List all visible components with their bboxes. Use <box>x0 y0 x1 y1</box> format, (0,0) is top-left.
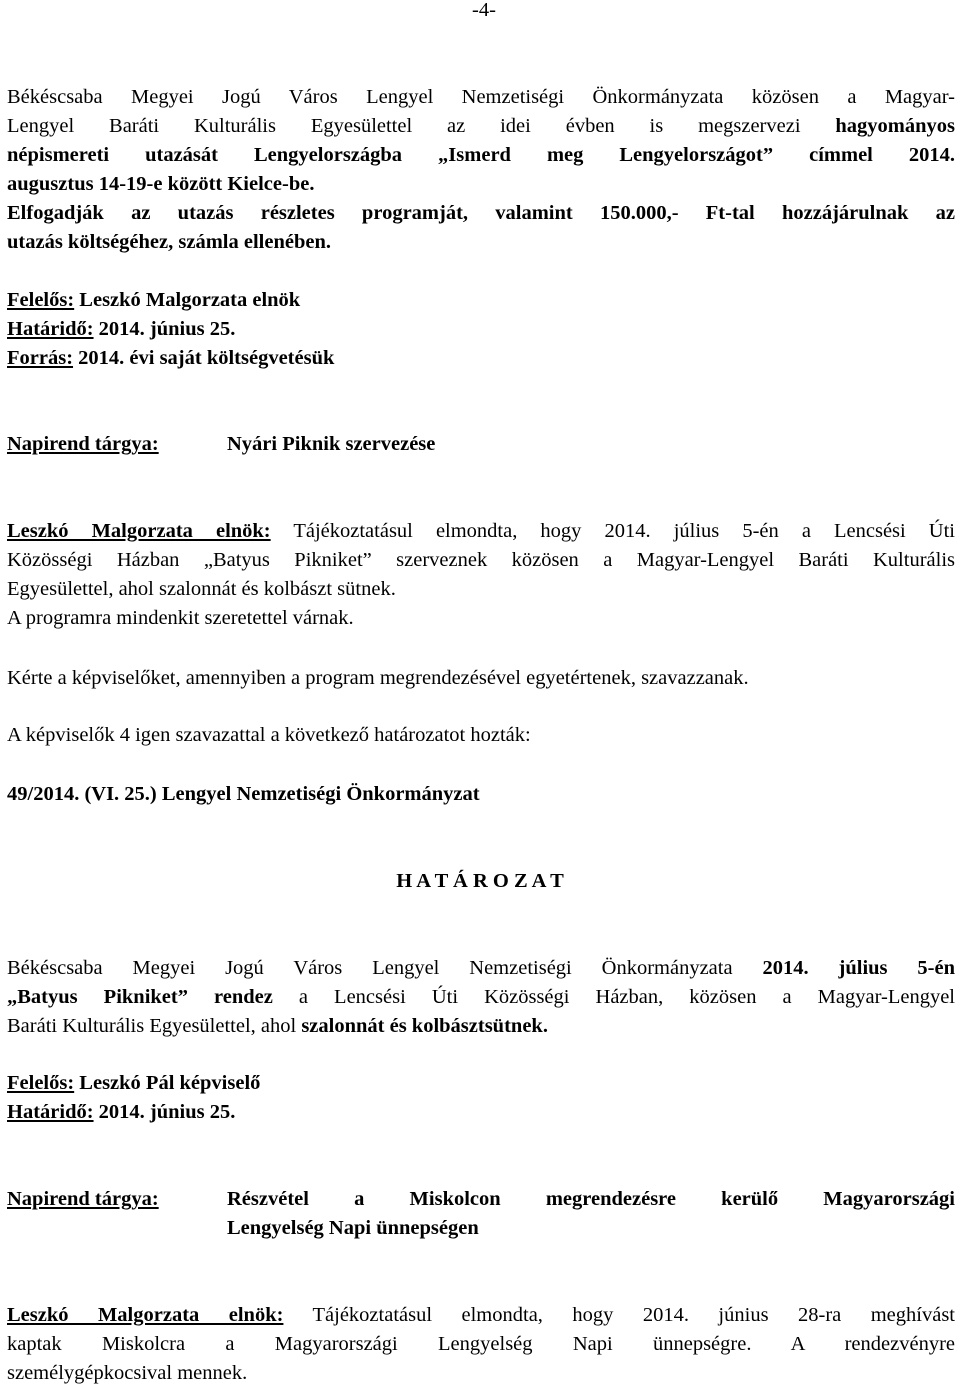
trip-line-5: Elfogadják az utazás részletes programját, valamint 150.000,- Ft-tal hozzájárulnak az <box>7 202 955 224</box>
picnic-line-2: Közösségi Házban „Batyus Pikniket” szerveznek közösen a Magyar-Lengyel Baráti Kulturális <box>7 549 955 571</box>
agenda-title: Részvétel a Miskolcon megrendezésre kerülő Magyarországi Lengyelség Napi ünnepségen <box>227 1188 955 1239</box>
picnic-line-4: A programra mindenkit szeretettel várnak. <box>7 607 354 629</box>
source-line: Forrás: 2014. évi saját költségvetésük <box>7 347 335 369</box>
agenda-title: Nyári Piknik szervezése <box>227 433 436 455</box>
miskolc-line-1: Leszkó Malgorzata elnök: Tájékoztatásul elmondta, hogy 2014. június 28-ra meghívást <box>7 1304 955 1326</box>
resolution-line-1: Békéscsaba Megyei Jogú Város Lengyel Nemzetiségi Önkormányzata 2014. július 5-én <box>7 957 956 979</box>
picnic-paragraph <box>7 517 955 633</box>
agenda-item-1 <box>7 430 955 459</box>
vote-result: A képviselők 4 igen szavazattal a következő határozatot hozták: <box>7 724 531 746</box>
trip-line-1: Békéscsaba Megyei Jogú Város Lengyel Nemzetiségi Önkormányzata közösen a Magyar- <box>7 86 955 108</box>
agenda-label: Napirend tárgya: <box>7 433 159 455</box>
trip-line-2: Lengyel Baráti Kulturális Egyesülettel az idei évben is megszervezi hagyományos <box>7 115 955 137</box>
trip-paragraph <box>7 83 955 257</box>
picnic-line-1: Leszkó Malgorzata elnök: Tájékoztatásul elmondta, hogy 2014. július 5-én a Lencsési Úti <box>7 520 955 542</box>
trip-line-3: népismereti utazását Lengyelországba „Ismerd meg Lengyelországot” címmel 2014. <box>7 144 955 166</box>
miskolc-line-2: kaptak Miskolcra a Magyarországi Lengyelség Napi ünnepségre. A rendezvényre <box>7 1333 955 1355</box>
vote-request: Kérte a képviselőket, amennyiben a program megrendezésével egyetértenek, szavazzanak. <box>7 667 749 689</box>
responsible-line: Felelős: Leszkó Pál képviselő <box>7 1072 261 1094</box>
agenda-label: Napirend tárgya: <box>7 1188 159 1210</box>
picnic-line-3: Egyesülettel, ahol szalonnát és kolbászt sütnek. <box>7 578 396 600</box>
responsibility-block-1 <box>7 286 955 373</box>
resolution-heading: H A T Á R O Z A T <box>396 870 564 892</box>
deadline-line: Határidő: 2014. június 25. <box>7 1101 236 1123</box>
agenda-item-2 <box>7 1185 955 1243</box>
resolution-number: 49/2014. (VI. 25.) Lengyel Nemzetiségi Önkormányzat <box>7 783 480 805</box>
resolution-text <box>7 954 955 1041</box>
miskolc-line-3: személygépkocsival mennek. <box>7 1362 248 1384</box>
deadline-line: Határidő: 2014. június 25. <box>7 318 236 340</box>
miskolc-paragraph <box>7 1301 955 1388</box>
responsibility-block-2 <box>7 1069 955 1127</box>
responsible-line: Felelős: Leszkó Malgorzata elnök <box>7 289 301 311</box>
trip-line-6: utazás költségéhez, számla ellenében. <box>7 231 331 253</box>
resolution-line-2: „Batyus Pikniket” rendez a Lencsési Úti Közösségi Házban, közösen a Magyar-Lengyel <box>7 986 955 1008</box>
resolution-line-3: Baráti Kulturális Egyesülettel, ahol szalonnát és kolbásztsütnek. <box>7 1015 548 1037</box>
page-number: -4- <box>472 0 496 21</box>
trip-line-4: augusztus 14-19-e között Kielce-be. <box>7 173 315 195</box>
